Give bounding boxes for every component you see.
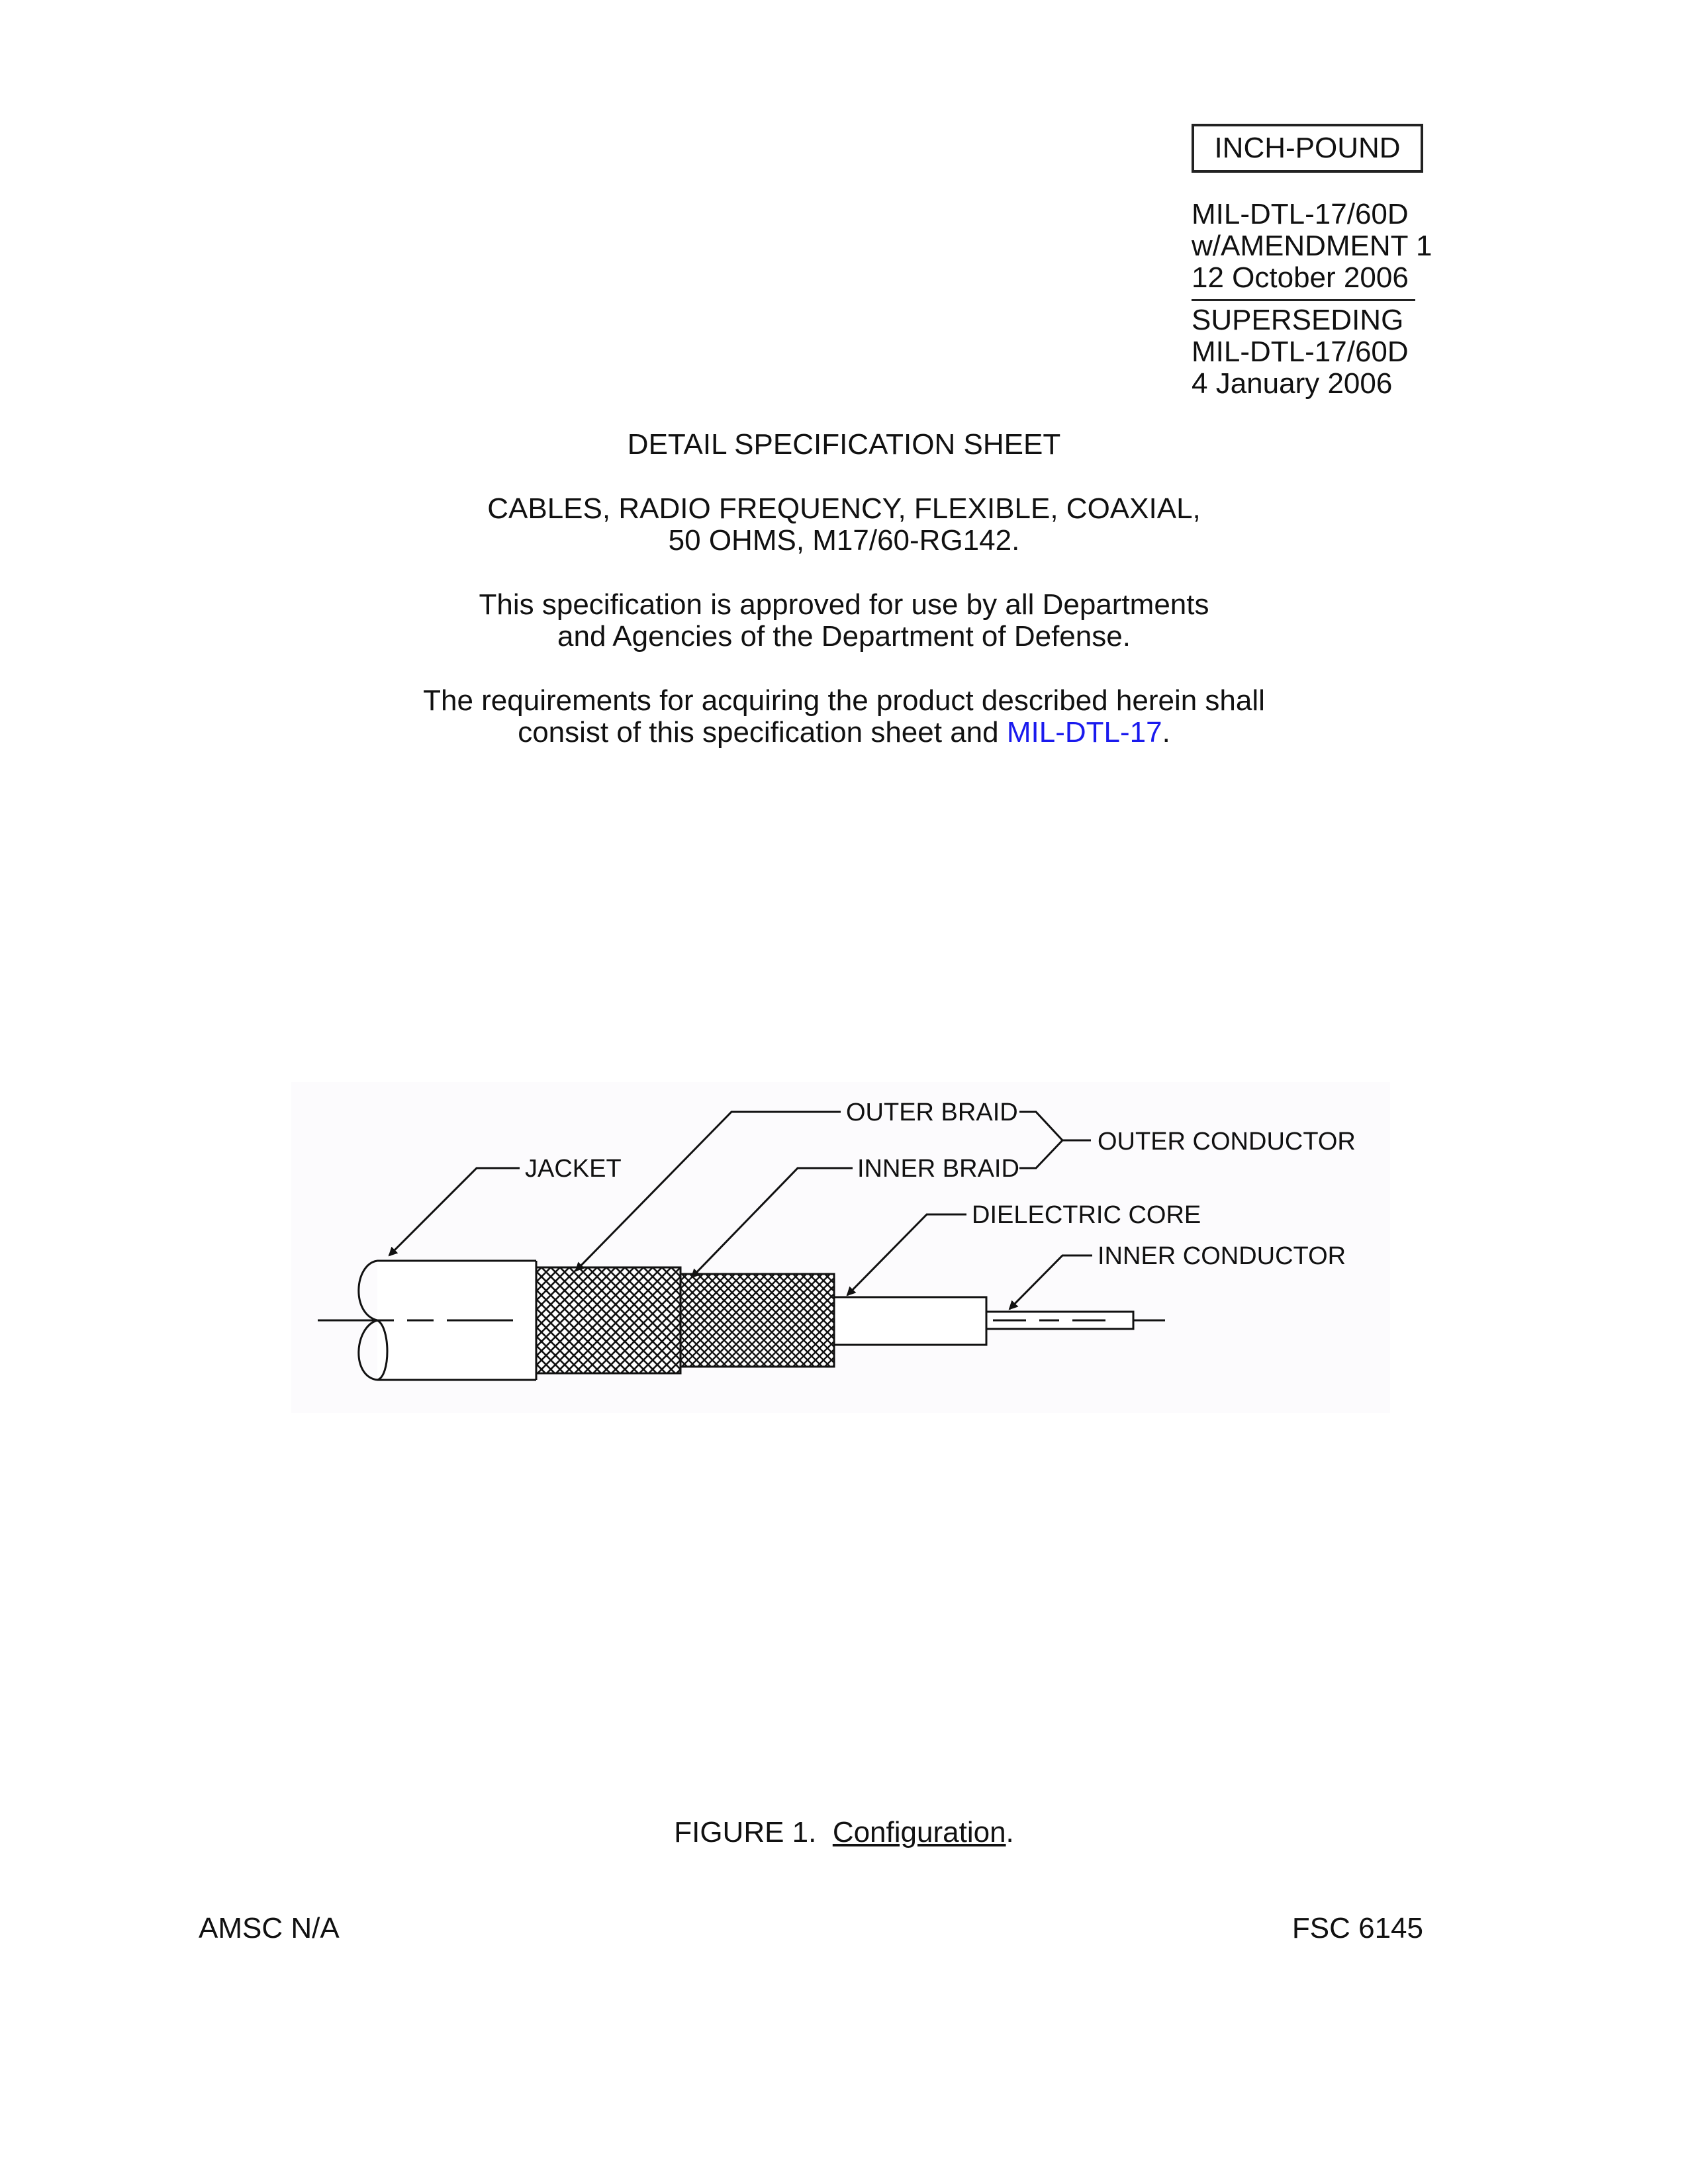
cable-title-line-1: CABLES, RADIO FREQUENCY, FLEXIBLE, COAXIAL,: [487, 492, 1201, 525]
footer-amsc: AMSC N/A: [199, 1912, 340, 1944]
approval-line-1: This specification is approved for use by all Departments: [479, 588, 1209, 621]
doc-date: 12 October 2006: [1192, 261, 1409, 294]
approval-statement: [0, 589, 1688, 653]
figure-caption: [0, 1817, 1688, 1848]
unit-label-box: [1192, 124, 1423, 173]
jacket-label: JACKET: [525, 1155, 622, 1183]
cable-diagram: [291, 1082, 1390, 1413]
requirements-line-2: [0, 717, 1688, 749]
superseded-id: MIL-DTL-17/60D: [1192, 336, 1409, 368]
superseding-label: SUPERSEDING: [1192, 304, 1404, 336]
dielectric-core-section: [834, 1297, 986, 1345]
inner-conductor-leader: [1009, 1255, 1092, 1309]
outer-braid-leader: [576, 1112, 841, 1271]
caption-suffix: .: [1006, 1816, 1014, 1848]
header-divider: [1192, 299, 1415, 301]
inner-braid-leader: [692, 1168, 853, 1277]
approval-line-2: and Agencies of the Department of Defense.: [557, 620, 1131, 653]
inner-braid-label: INNER BRAID: [857, 1155, 1019, 1183]
caption-prefix: FIGURE 1.: [674, 1816, 833, 1848]
inner-conductor-section: [986, 1312, 1133, 1329]
dielectric-core-leader: [847, 1214, 966, 1295]
inner-braid-section: [680, 1274, 834, 1367]
outer-conductor-label: OUTER CONDUCTOR: [1098, 1128, 1356, 1156]
sheet-title: DETAIL SPECIFICATION SHEET: [627, 428, 1061, 461]
superseding-block: [1192, 304, 1409, 400]
footer-fsc: FSC 6145: [1291, 1912, 1423, 1944]
outer-braid-section: [536, 1267, 680, 1373]
outer-braid-label: OUTER BRAID: [846, 1099, 1018, 1126]
cable-title-block: [0, 493, 1688, 557]
requirements-line-1: The requirements for acquiring the product described herein shall: [423, 684, 1265, 717]
jacket-section: [318, 1261, 536, 1380]
outer-conductor-brace: [1019, 1112, 1091, 1168]
cable-title-line-2: 50 OHMS, M17/60-RG142.: [668, 524, 1020, 557]
dielectric-core-label: DIELECTRIC CORE: [972, 1201, 1201, 1229]
cable-configuration-figure: [291, 1082, 1390, 1413]
jacket-leader: [389, 1168, 520, 1255]
unit-label: INCH-POUND: [1214, 132, 1401, 164]
caption-title: Configuration: [832, 1816, 1006, 1848]
doc-id: MIL-DTL-17/60D: [1192, 198, 1409, 230]
document-identifier-block: [1192, 199, 1432, 294]
superseded-date: 4 January 2006: [1192, 367, 1393, 400]
sheet-title-block: [0, 429, 1688, 461]
inner-conductor-label: INNER CONDUCTOR: [1098, 1242, 1346, 1270]
amendment: w/AMENDMENT 1: [1192, 230, 1432, 262]
requirements-prefix: consist of this specification sheet and: [518, 716, 1007, 749]
requirements-suffix: .: [1162, 716, 1170, 749]
requirements-statement: [0, 685, 1688, 749]
mil-dtl-17-link[interactable]: MIL-DTL-17: [1006, 716, 1162, 749]
